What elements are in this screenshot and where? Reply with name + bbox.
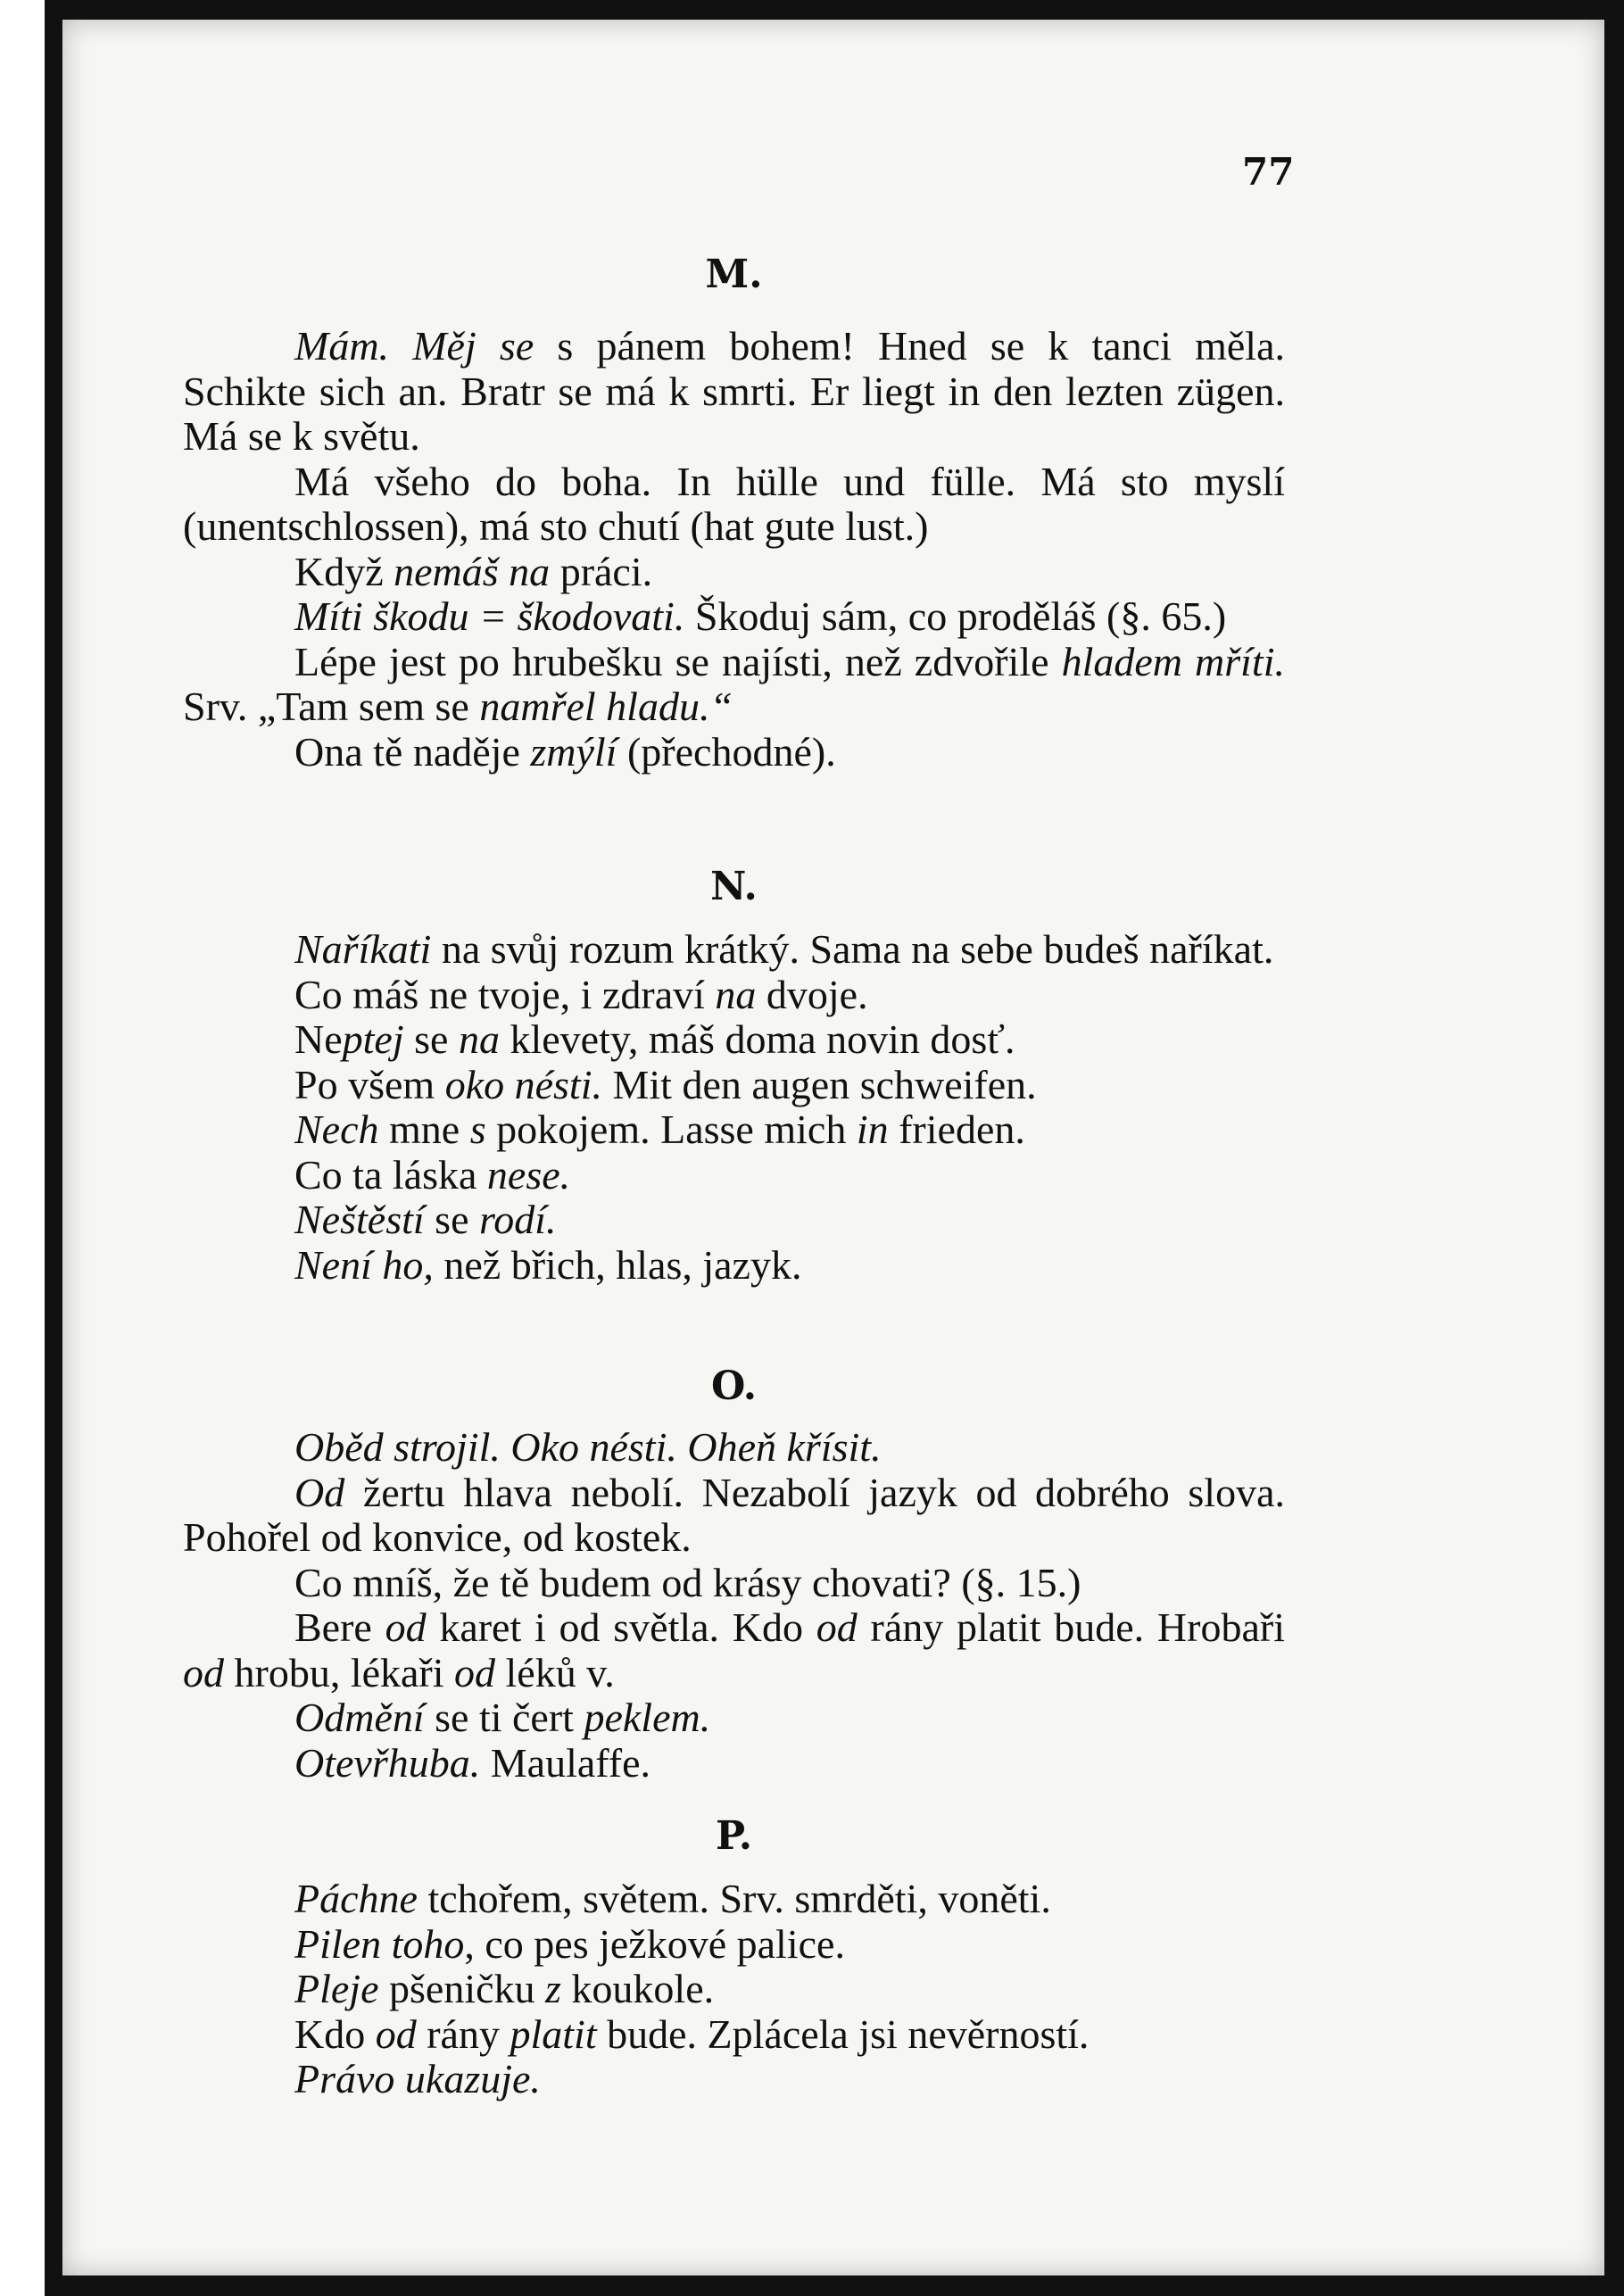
- paragraph: Když nemáš na práci.: [294, 548, 653, 594]
- paragraph: Co mníš, že tě budem od krásy chovati? (§. 15.): [294, 1559, 1081, 1605]
- paragraph: Po všem oko nésti. Mit den augen schweifen.: [294, 1061, 1037, 1107]
- paragraph: Neštěstí se rodí.: [294, 1197, 557, 1242]
- paragraph: Naříkati na svůj rozum krátký. Sama na sebe budeš naříkat.: [294, 926, 1274, 972]
- paragraph: Mám. Měj se s pánem bohem! Hned se k tanci měla. Schikte sich an. Bratr se má k smrti. Er liegt in den lezten zügen. Má se k světu.: [183, 323, 1286, 459]
- paragraph: Páchne tchořem, světem. Srv. smrděti, voněti.: [294, 1876, 1051, 1921]
- paragraph: Neptej se na klevety, máš doma novin dosť.: [294, 1016, 1015, 1062]
- section-o-text: [183, 1425, 1285, 1786]
- paragraph: Od žertu hlava nebolí. Nezabolí jazyk od dobrého slova. Pohořel od konvice, od kostek.: [183, 1469, 1285, 1560]
- section-n-text: [183, 927, 1285, 1288]
- paragraph: Míti škodu = škodovati. Škoduj sám, co proděláš (§. 65.): [294, 593, 1227, 639]
- paragraph: Co ta láska nese.: [294, 1151, 571, 1198]
- paragraph: Není ho, než břich, hlas, jazyk.: [294, 1241, 802, 1288]
- paragraph: Právo ukazuje.: [294, 2056, 541, 2101]
- page-number: 77: [1242, 150, 1295, 194]
- paragraph: Co máš ne tvoje, i zdraví na dvoje.: [294, 971, 868, 1017]
- paragraph: Bere od karet i od světla. Kdo od rány platit bude. Hrobaři od hrobu, lékaři od léků v.: [183, 1604, 1285, 1695]
- paragraph: Otevřhuba. Maulaffe.: [294, 1739, 650, 1786]
- paragraph: Nech mne s pokojem. Lasse mich in frieden.: [294, 1107, 1025, 1152]
- paragraph: Ona tě naděje zmýlí (přechodné).: [294, 728, 836, 775]
- paragraph: Má všeho do boha. In hülle und fülle. Má sto myslí (unentschlossen), má sto chutí (hat gute lust.): [183, 458, 1285, 549]
- paragraph: Kdo od rány platit bude. Zplácela jsi nevěrností.: [294, 2010, 1090, 2057]
- section-heading-p: P.: [715, 1813, 753, 1859]
- book-spine: [0, 0, 62, 2296]
- paragraph: Pleje pšeničku z koukole.: [294, 1966, 715, 2011]
- section-heading-m: M.: [705, 252, 763, 297]
- section-m-text: [183, 324, 1285, 775]
- paragraph: Pilen toho, co pes ježkové palice.: [294, 1920, 845, 1967]
- section-p-text: [183, 1877, 1285, 2102]
- paragraph: Lépe jest po hrubešku se najísti, než zdvořile hladem mříti. Srv. „Tam sem se namřel hladu.“: [183, 638, 1285, 729]
- section-heading-n: N.: [710, 864, 758, 909]
- paragraph: Oběd strojil. Oko nésti. Oheň křísit.: [294, 1424, 882, 1470]
- paragraph: Odmění se ti čert peklem.: [294, 1695, 711, 1740]
- section-heading-o: O.: [710, 1364, 758, 1409]
